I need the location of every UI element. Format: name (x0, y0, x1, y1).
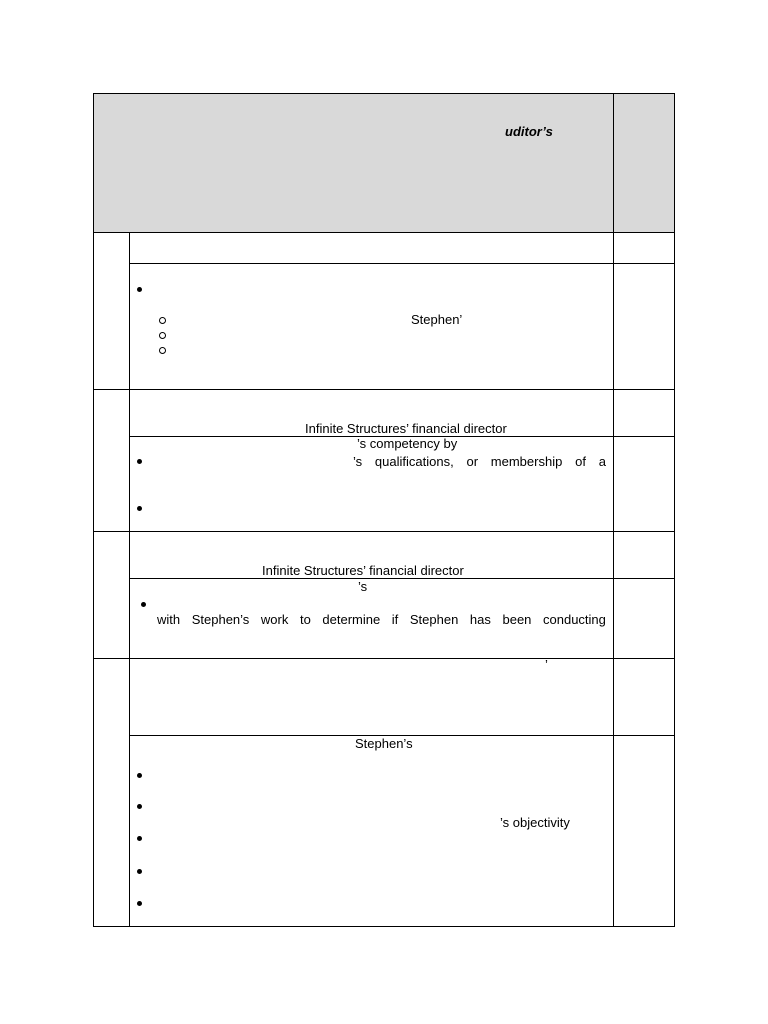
section2-bullet1-line: ’s qualifications, or membership of a (353, 454, 606, 469)
bullet-icon (137, 804, 142, 809)
circle-bullet-icon (159, 332, 166, 339)
table-header-cell (94, 94, 674, 232)
section3-bullet1-line: with Stephen’s work to determine if Stephen has been conducting (157, 612, 606, 627)
section2-sub-text: ’s competency by (357, 436, 458, 451)
section4-apostrophe: ’ (545, 657, 548, 672)
section3-header-text: Infinite Structures’ financial director (262, 563, 464, 578)
section3-sub-text: ’s (358, 579, 368, 594)
bullet-icon (137, 836, 142, 841)
bullet-icon (137, 773, 142, 778)
section4-bullet2-text: ’s objectivity (500, 815, 570, 830)
bullet-icon (137, 459, 142, 464)
bullet-icon (141, 602, 146, 607)
bullet-icon (137, 869, 142, 874)
bullet-icon (137, 506, 142, 511)
header-title: uditor’s (505, 124, 553, 139)
section2-header-text: Infinite Structures’ financial director (305, 421, 507, 436)
section4-sub-text: Stephen’s (355, 736, 413, 751)
bullet-icon (137, 287, 142, 292)
bullet-icon (137, 901, 142, 906)
section1-sub-item: Stephen’ (411, 312, 463, 327)
circle-bullet-icon (159, 317, 166, 324)
circle-bullet-icon (159, 347, 166, 354)
